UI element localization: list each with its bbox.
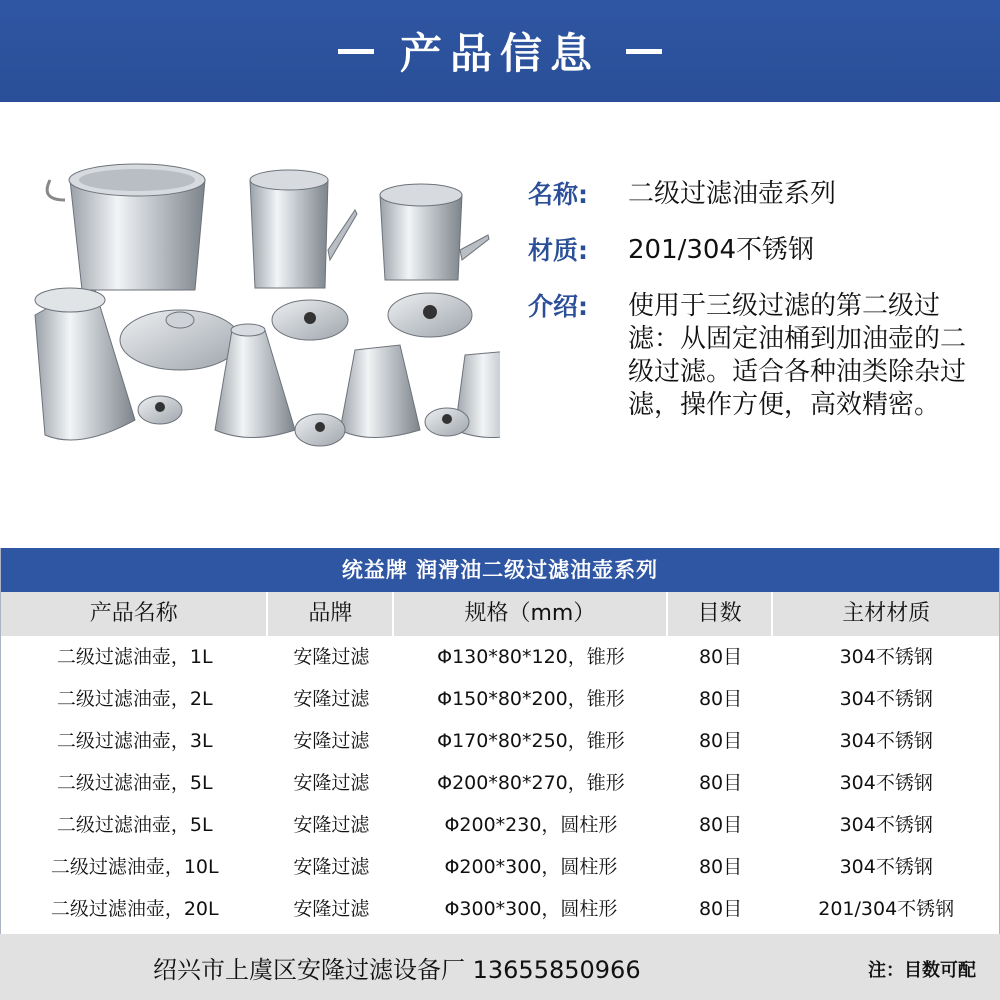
table-row (1, 762, 999, 804)
cell-material: 304不锈钢 (839, 646, 933, 668)
table-row (1, 888, 999, 930)
cell-mesh: 80目 (698, 856, 743, 878)
page-title: 产品信息 (399, 29, 600, 78)
table-header-row (1, 592, 999, 636)
cell-material: 304不锈钢 (839, 688, 933, 710)
cell-mesh: 80目 (698, 646, 743, 668)
header-product-name: 产品名称 (1, 592, 268, 636)
cell-brand: 安隆过滤 (293, 898, 370, 920)
cell-brand: 安隆过滤 (293, 772, 370, 794)
info-name-row (528, 176, 968, 214)
footer (0, 934, 1000, 1000)
cell-mesh: 80目 (698, 730, 743, 752)
table-title: 统益牌 润滑油二级过滤油壶系列 (1, 548, 999, 592)
cell-product-name: 二级过滤油壶，5L (56, 772, 213, 794)
cell-material: 304不锈钢 (839, 814, 933, 836)
product-photo (10, 140, 500, 465)
cell-product-name: 二级过滤油壶，2L (56, 688, 213, 710)
cell-material: 304不锈钢 (839, 730, 933, 752)
cell-spec: Φ200*300，圆柱形 (444, 856, 618, 878)
header-banner (0, 0, 1000, 102)
product-info (528, 176, 968, 440)
header-mesh: 目数 (668, 592, 774, 636)
spec-table (0, 548, 1000, 934)
name-value: 二级过滤油壶系列 (628, 179, 837, 209)
table-row (1, 678, 999, 720)
cell-brand: 安隆过滤 (293, 646, 370, 668)
material-label: 材质: (528, 236, 588, 265)
header-spec: 规格（mm） (394, 592, 667, 636)
cell-mesh: 80目 (698, 898, 743, 920)
cell-mesh: 80目 (698, 688, 743, 710)
table-row (1, 846, 999, 888)
cell-spec: Φ200*80*270，锥形 (437, 772, 625, 794)
intro-value: 使用于三级过滤的第二级过滤：从固定油桶到加油壶的二级过滤。适合各种油类除杂过滤，操作方便，高效精密。 (628, 291, 967, 420)
cell-material: 304不锈钢 (839, 772, 933, 794)
info-intro-row (528, 288, 968, 422)
info-material-row (528, 232, 968, 270)
material-value: 201/304不锈钢 (628, 235, 815, 265)
left-dash (338, 49, 374, 54)
header-brand: 品牌 (268, 592, 394, 636)
table-row (1, 804, 999, 846)
right-dash (626, 49, 662, 54)
cell-material: 304不锈钢 (839, 856, 933, 878)
cell-spec: Φ300*300，圆柱形 (444, 898, 618, 920)
name-label: 名称: (528, 180, 588, 209)
company-contact: 绍兴市上虞区安隆过滤设备厂 13655850966 (153, 956, 641, 984)
cell-mesh: 80目 (698, 814, 743, 836)
table-body (1, 636, 999, 930)
cell-product-name: 二级过滤油壶，5L (56, 814, 213, 836)
mesh-note: 注：目数可配 (868, 960, 976, 981)
cell-spec: Φ150*80*200，锥形 (437, 688, 625, 710)
cell-brand: 安隆过滤 (293, 856, 370, 878)
cell-product-name: 二级过滤油壶，10L (50, 856, 219, 878)
cell-spec: Φ170*80*250，锥形 (437, 730, 625, 752)
cell-brand: 安隆过滤 (293, 730, 370, 752)
intro-label: 介绍: (528, 292, 588, 321)
cell-product-name: 二级过滤油壶，3L (56, 730, 213, 752)
header-material: 主材材质 (842, 601, 931, 626)
table-row (1, 720, 999, 762)
product-photo-illustration (10, 140, 500, 465)
cell-product-name: 二级过滤油壶，20L (50, 898, 219, 920)
cell-product-name: 二级过滤油壶，1L (56, 646, 213, 668)
cell-brand: 安隆过滤 (293, 688, 370, 710)
cell-mesh: 80目 (698, 772, 743, 794)
cell-brand: 安隆过滤 (293, 814, 370, 836)
cell-spec: Φ130*80*120，锥形 (437, 646, 625, 668)
cell-spec: Φ200*230，圆柱形 (444, 814, 618, 836)
table-row (1, 636, 999, 678)
cell-material: 201/304不锈钢 (818, 898, 955, 920)
